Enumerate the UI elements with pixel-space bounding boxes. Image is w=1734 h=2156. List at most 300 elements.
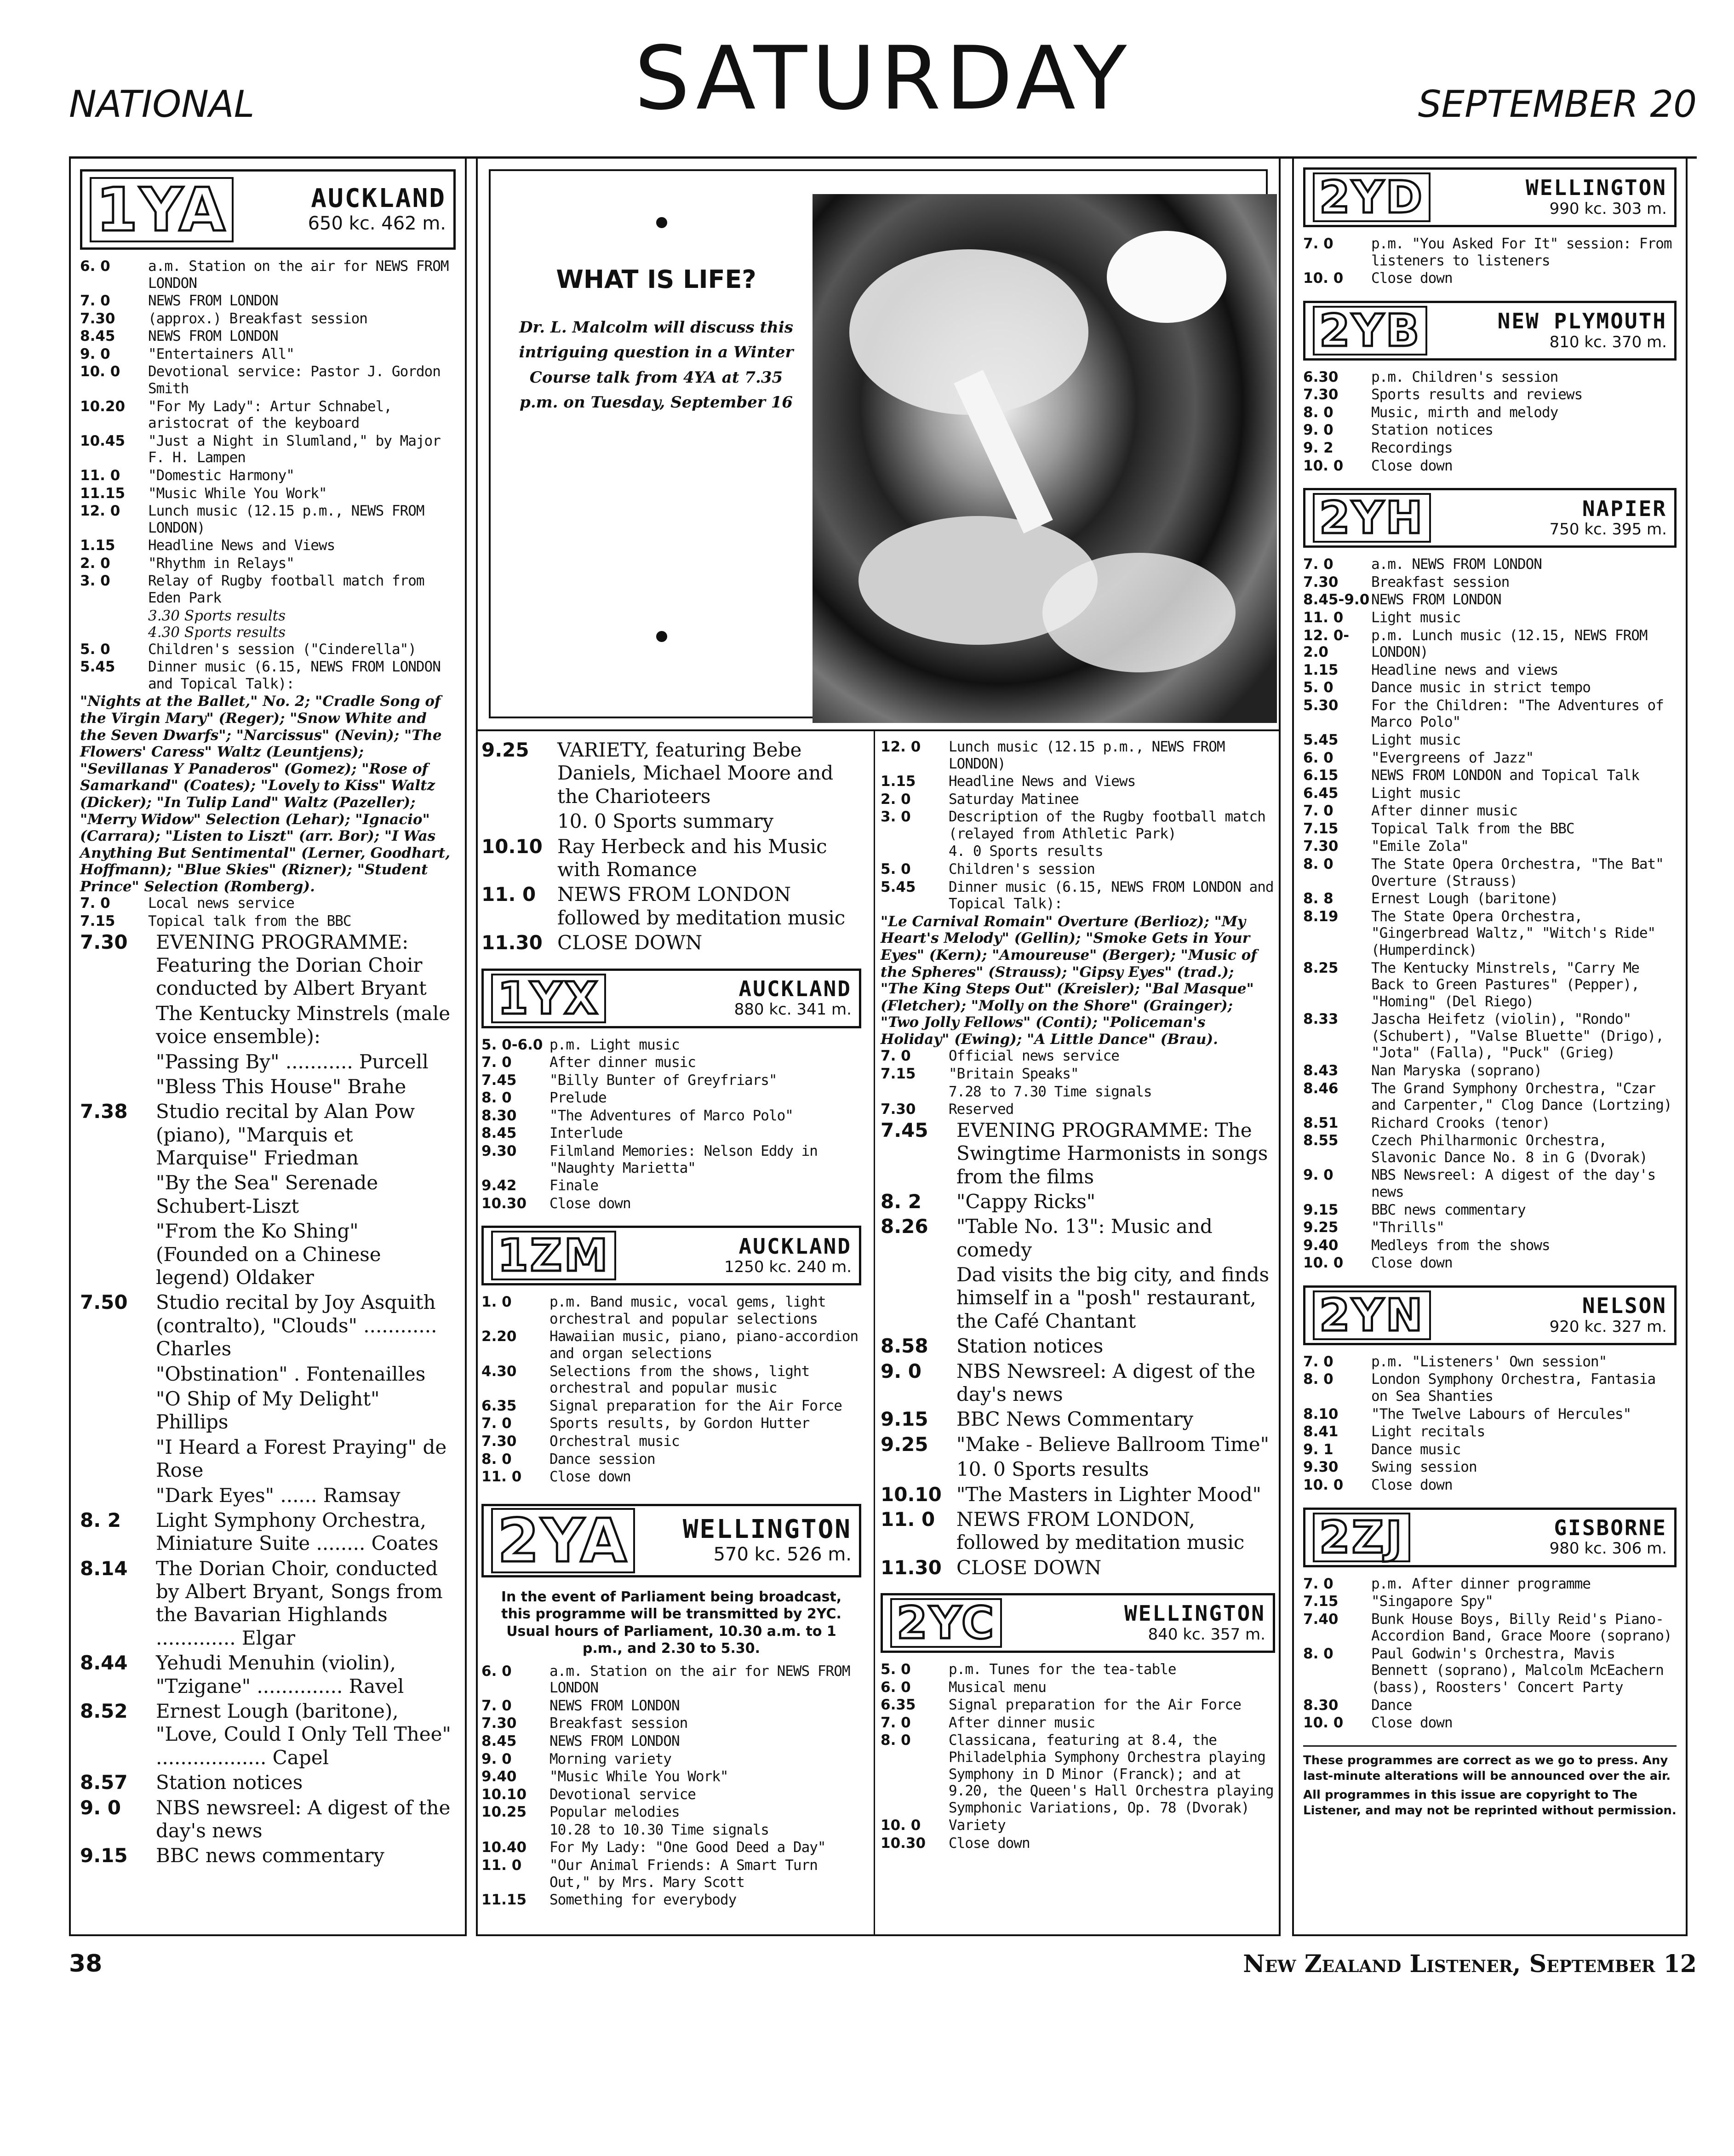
listing-description: NBS newsreel: A digest of the day's news <box>156 1796 451 1842</box>
listing-time: 9.25 <box>481 739 529 761</box>
listing-description: Devotional service: Pastor J. Gordon Smith <box>148 363 441 397</box>
listing-description: Hawaiian music, piano, piano-accordion and organ selections <box>549 1328 858 1362</box>
listing-time: 9. 0 <box>80 345 110 362</box>
listing-row <box>80 1363 456 1386</box>
station-header-2zj <box>1303 1508 1677 1567</box>
listing-time: 5.45 <box>80 659 115 676</box>
listing-2ya <box>481 1663 861 1909</box>
listing-row <box>1303 1011 1677 1061</box>
listing-time: 11.15 <box>481 1892 527 1909</box>
listing-description: Dad visits the big city, and finds himself in a "posh" restaurant, the Café Chantant <box>956 1263 1270 1332</box>
listing-time: 7.45 <box>481 1072 517 1089</box>
listing-description: For My Lady: "One Good Deed a Day" <box>549 1839 826 1856</box>
listing-time: 5. 0 <box>1303 679 1333 696</box>
listing-time: 11. 0 <box>481 883 536 906</box>
listing-row <box>80 1436 456 1482</box>
listing-description: "Obstination" . Fontenailles <box>156 1362 426 1385</box>
listing-description: "Emile Zola" <box>1371 838 1469 855</box>
listing-description: a.m. NEWS FROM LONDON <box>1371 556 1542 573</box>
listing-row <box>80 485 456 502</box>
listing-description: NEWS FROM LONDON and Topical Talk <box>1371 767 1639 784</box>
listing-time: 8.19 <box>1303 908 1339 925</box>
listing-time: 7.38 <box>80 1100 128 1123</box>
listing-row <box>1303 1406 1677 1423</box>
listing-time: 9.42 <box>481 1177 517 1194</box>
listing-row <box>481 1195 861 1212</box>
listing-description: p.m. After dinner programme <box>1371 1575 1591 1592</box>
listing-time <box>481 1822 549 1839</box>
listing-row <box>1303 440 1677 457</box>
listing-time: 8. 0 <box>481 1089 512 1107</box>
page-title: SATURDAY <box>634 28 1132 129</box>
station-call-sign: 1YA <box>90 177 234 242</box>
listing-time: 7.30 <box>1303 386 1339 403</box>
listing-time: 2. 0 <box>80 555 110 572</box>
listing-description: EVENING PROGRAMME: The Swingtime Harmonists in songs from the films <box>956 1118 1268 1188</box>
listing-description: Musical menu <box>949 1679 1046 1696</box>
listing-description: NEWS FROM LONDON, followed by meditation music <box>956 1508 1245 1554</box>
listing-time: 8.46 <box>1303 1080 1339 1097</box>
station-frequency: 980 kc. 306 m. <box>1549 1539 1667 1558</box>
listing-time: 1.15 <box>1303 661 1339 678</box>
column-4 <box>1292 156 1688 1936</box>
listing-row <box>881 1335 1275 1358</box>
listing-row <box>1303 820 1677 837</box>
station-header-2yh <box>1303 488 1677 548</box>
listing-description: Headline News and Views <box>949 773 1136 790</box>
station-header-2yn <box>1303 1285 1677 1345</box>
listing-row <box>481 1751 861 1768</box>
listing-time: 7.15 <box>1303 820 1339 837</box>
listing-description: Swing session <box>1371 1459 1477 1476</box>
listing-row <box>80 1509 456 1555</box>
listing-row <box>881 1732 1275 1816</box>
listing-time: 10.10 <box>881 1483 942 1506</box>
listing-description: Dance music in strict tempo <box>1371 679 1591 696</box>
listing-row <box>1303 1593 1677 1610</box>
listing-row <box>1303 1167 1677 1200</box>
listing-row <box>1303 1423 1677 1440</box>
listing-row <box>1303 1459 1677 1476</box>
listing-time <box>80 1171 156 1218</box>
listing-description: For the Children: "The Adventures of Marco Polo" <box>1371 697 1664 731</box>
listing-row <box>881 1817 1275 1834</box>
listing-row <box>80 1220 456 1289</box>
listing-description: VARIETY, featuring Bebe Daniels, Michael Moore and the Charioteers <box>557 739 834 808</box>
listing-description: "The Adventures of Marco Polo" <box>549 1107 793 1124</box>
listing-row <box>881 773 1275 790</box>
listing-description: NEWS FROM LONDON followed by meditation music <box>557 883 846 929</box>
listing-row <box>881 1433 1275 1456</box>
listing-description: After dinner music <box>549 1054 696 1071</box>
listing-row <box>1303 960 1677 1010</box>
listing-row <box>481 1328 861 1362</box>
listing-time: 9. 0 <box>1303 1167 1333 1184</box>
listing-row <box>80 1002 456 1049</box>
listing-row <box>881 1048 1275 1065</box>
listing-description: The Kentucky Minstrels, "Carry Me Back to Green Pastures" (Pepper), "Homing" (Del Riego) <box>1371 959 1639 1010</box>
listing-description: Station notices <box>156 1771 303 1794</box>
listing-2zj <box>1303 1576 1677 1732</box>
listing-time: 9. 0 <box>80 1796 121 1819</box>
listing-description: 10. 0 Sports results <box>956 1458 1149 1481</box>
listing-time: 7.15 <box>1303 1593 1339 1610</box>
listing-description: p.m. Lunch music (12.15, NEWS FROM LONDON) <box>1371 627 1648 661</box>
evening-programme-1ya <box>80 931 456 1868</box>
listing-row <box>881 1483 1275 1506</box>
station-city: GISBORNE <box>1554 1515 1667 1540</box>
listing-time: 6.35 <box>881 1697 916 1714</box>
listing-time: 9.30 <box>1303 1459 1339 1476</box>
listing-time: 7. 0 <box>1303 1575 1333 1592</box>
listing-row <box>80 1388 456 1434</box>
listing-time: 6. 0 <box>481 1663 512 1680</box>
listing-description: Close down <box>549 1195 631 1212</box>
listing-2yc <box>881 1661 1275 1852</box>
listing-description: Signal preparation for the Air Force <box>949 1697 1241 1714</box>
listing-description: "Dark Eyes" ...... Ramsay <box>156 1484 401 1507</box>
listing-row <box>481 1892 861 1909</box>
listing-row <box>481 1857 861 1891</box>
listing-description: "Thrills" <box>1371 1219 1444 1236</box>
listing-row <box>481 1089 861 1107</box>
listing-time: 8. 0 <box>881 1732 911 1749</box>
listing-row <box>481 1786 861 1803</box>
listing-description: Czech Philharmonic Orchestra, Slavonic Dance No. 8 in G (Dvorak) <box>1371 1132 1648 1166</box>
listing-time <box>80 1484 156 1507</box>
listing-time: 1.15 <box>80 537 115 554</box>
listing-time: 10.10 <box>481 835 543 858</box>
station-header-2yb <box>1303 301 1677 361</box>
listing-time: 8.43 <box>1303 1062 1339 1079</box>
station-city: WELLINGTON <box>682 1514 852 1544</box>
listing-time: 11.30 <box>481 931 543 954</box>
listing-time: 8.45 <box>80 328 115 345</box>
listing-description: Breakfast session <box>1371 573 1510 591</box>
listing-row <box>1303 1237 1677 1254</box>
listing-description: Selections from the shows, light orchestral and popular music <box>549 1363 810 1397</box>
listing-row <box>80 659 456 692</box>
listing-description: Lunch music (12.15 p.m., NEWS FROM LONDON) <box>148 503 424 536</box>
listing-2yb <box>1303 369 1677 474</box>
listing-row <box>481 739 861 808</box>
station-call-sign: 2ZJ <box>1313 1513 1410 1562</box>
listing-time: 10.30 <box>881 1835 926 1852</box>
listing-row <box>1303 458 1677 475</box>
listing-description: EVENING PROGRAMME: Featuring the Dorian Choir conducted by Albert Bryant <box>156 930 427 1000</box>
listing-description: p.m. Children's session <box>1371 368 1558 385</box>
listing-row <box>80 1796 456 1843</box>
listing-description: Light Symphony Orchestra, Miniature Suite ........ Coates <box>156 1508 439 1555</box>
listing-description: Light recitals <box>1371 1423 1485 1440</box>
listing-time: 3. 0 <box>881 808 911 826</box>
listing-time: 8.10 <box>1303 1405 1339 1422</box>
listing-time: 7.30 <box>881 1101 916 1118</box>
listing-time: 8. 8 <box>1303 890 1333 907</box>
listing-row <box>1303 1441 1677 1458</box>
listing-description: a.m. Station on the air for NEWS FROM LONDON <box>148 258 449 292</box>
listing-time: 8. 0 <box>1303 856 1333 873</box>
listing-description: 10.28 to 10.30 Time signals <box>549 1821 769 1838</box>
listing-description: The Kentucky Minstrels (male voice ensemble): <box>156 1002 451 1048</box>
section-label: NATIONAL <box>69 83 255 126</box>
promo-box <box>476 156 1281 731</box>
listing-row <box>481 1037 861 1054</box>
station-call-sign: 2YA <box>491 1508 635 1573</box>
column-1ya <box>69 156 467 1936</box>
listing-row <box>80 1700 456 1769</box>
listing-time: 6.45 <box>1303 785 1339 802</box>
listing-time: 7.45 <box>881 1118 928 1141</box>
listing-time: 7. 0 <box>1303 1353 1333 1370</box>
station-header-2yc <box>881 1593 1275 1653</box>
promo-title: WHAT IS LIFE? <box>556 265 756 294</box>
listing-time: 9.40 <box>1303 1237 1339 1254</box>
listing-row <box>80 537 456 554</box>
listing-time: 7.50 <box>80 1291 128 1314</box>
listing-row <box>80 1100 456 1170</box>
listing-description: "Cappy Ricks" <box>956 1190 1096 1213</box>
listing-row <box>1303 890 1677 907</box>
listing-description: Yehudi Menuhin (violin), "Tzigane" .............. Ravel <box>156 1651 404 1697</box>
listing-row <box>1303 732 1677 749</box>
listing-row <box>481 1715 861 1732</box>
listing-row <box>881 1215 1275 1261</box>
listing-time: 9. 1 <box>1303 1441 1333 1458</box>
listing-time: 8. 0 <box>1303 1645 1333 1662</box>
listing-time: 6. 0 <box>1303 749 1333 766</box>
listing-row <box>881 1835 1275 1852</box>
listing-description: CLOSE DOWN <box>557 931 703 954</box>
listing-time: 9. 0 <box>481 1750 512 1767</box>
listing-description: (approx.) Breakfast session <box>148 310 367 327</box>
listing-row <box>1303 1080 1677 1114</box>
listing-time: 2.20 <box>481 1328 517 1345</box>
listing-time: 7.30 <box>481 1433 517 1450</box>
listing-description: Prelude <box>549 1089 607 1107</box>
listing-description: p.m. Band music, vocal gems, light orchestral and popular selections <box>549 1294 826 1327</box>
listing-time: 8.52 <box>80 1700 128 1723</box>
listing-row <box>881 739 1275 772</box>
listing-row <box>481 810 861 833</box>
listing-row <box>1303 1714 1677 1732</box>
listing-time: 11. 0 <box>80 467 120 484</box>
listing-row <box>481 835 861 882</box>
listing-time: 8.44 <box>80 1651 128 1674</box>
listing-row <box>881 843 1275 860</box>
listing-time: 7.30 <box>1303 573 1339 591</box>
listing-row <box>881 808 1275 842</box>
station-frequency: 810 kc. 370 m. <box>1549 333 1667 351</box>
listing-row <box>881 1101 1275 1118</box>
listing-description: Recordings <box>1371 440 1453 457</box>
listing-1ya <box>80 258 456 607</box>
listing-row <box>481 1143 861 1176</box>
station-city: NELSON <box>1582 1293 1667 1319</box>
listing-description: Relay of Rugby football match from Eden Park <box>148 573 424 606</box>
listing-time: 10.30 <box>481 1195 527 1212</box>
listing-time: 9.15 <box>1303 1201 1339 1218</box>
listing-time: 7.40 <box>1303 1611 1339 1628</box>
station-city: AUCKLAND <box>738 976 852 1001</box>
listing-time: 5.30 <box>1303 697 1339 714</box>
listing-time: 12. 0 <box>80 503 120 520</box>
listing-time: 9.25 <box>881 1433 928 1456</box>
listing-2yh <box>1303 556 1677 1272</box>
station-frequency: 570 kc. 526 m. <box>713 1544 852 1565</box>
listing-row <box>1303 1576 1677 1593</box>
listing-time: 10.10 <box>481 1786 527 1803</box>
listing-row <box>1303 1219 1677 1236</box>
listing-time: 7.30 <box>80 310 115 327</box>
listing-description: Headline News and Views <box>148 537 335 554</box>
listing-time: 8. 0 <box>481 1451 512 1468</box>
listing-description: "Bless This House" Brahe <box>156 1075 406 1098</box>
listing-time: 8. 2 <box>881 1190 922 1213</box>
listing-row <box>1303 1477 1677 1494</box>
listing-time: 7.30 <box>481 1715 517 1732</box>
listing-row <box>80 503 456 536</box>
listing-description: Close down <box>1371 1476 1453 1493</box>
listing-2ya-afternoon <box>881 739 1275 912</box>
listing-row <box>80 895 456 912</box>
listing-time: 10. 0 <box>1303 1476 1344 1493</box>
promo-text <box>518 263 794 415</box>
listing-row <box>1303 235 1677 269</box>
listing-2yn <box>1303 1353 1677 1494</box>
listing-time: 8.26 <box>881 1215 928 1238</box>
listing-description: Reserved <box>949 1101 1014 1118</box>
listing-description: CLOSE DOWN <box>956 1556 1102 1579</box>
listing-row <box>1303 767 1677 784</box>
listing-description: Sports results, by Gordon Hutter <box>549 1415 810 1432</box>
listing-row <box>881 861 1275 878</box>
listing-description: Close down <box>949 1835 1030 1852</box>
listing-time <box>881 1084 949 1101</box>
listing-time: 8. 2 <box>80 1508 121 1531</box>
listing-time: 8.14 <box>80 1557 128 1580</box>
listing-row <box>481 1398 861 1415</box>
listing-row <box>1303 422 1677 439</box>
listing-time: 7.30 <box>80 930 128 953</box>
listing-time: 8.45 <box>481 1125 517 1142</box>
dinner-music-list: "Nights at the Ballet," No. 2; "Cradle Song of the Virgin Mary" (Reger); "Snow White and the Seven Dwarfs"; "Narcissus" (Nevin); "The Flowers' Caress" Waltz (Leuntjens); "Sevillanas Y Panaderos" (Gomez); "Rose of Samarkand" (Coates); "Lovely to Kiss" Waltz (Dicker); "In Tulip Land" Waltz (Pazeller); "Merry Widow" Selection (Lehar); "Ignacio" (Carrara); "Listen to Liszt" (arr. Bor); "I Was Anything But Sentimental" (Lerner, Goodhart, Hoffmann); "Blue Skies" (Rizner); "Student Prince" Selection (Romberg). <box>80 693 451 895</box>
station-city: NAPIER <box>1582 496 1667 521</box>
listing-description: Interlude <box>549 1125 623 1142</box>
listing-row <box>1303 369 1677 386</box>
listing-description: Close down <box>1371 270 1453 287</box>
listing-row <box>1303 785 1677 802</box>
listing-description: After dinner music <box>949 1714 1095 1731</box>
listing-description: 7.28 to 7.30 Time signals <box>949 1083 1152 1100</box>
station-frequency: 750 kc. 395 m. <box>1549 520 1667 539</box>
listing-time: 9.40 <box>481 1768 517 1785</box>
listing-description: The State Opera Orchestra, "The Bat" Overture (Strauss) <box>1371 856 1664 889</box>
listing-1zm <box>481 1294 861 1485</box>
station-city: NEW PLYMOUTH <box>1497 309 1667 334</box>
listing-time: 8.41 <box>1303 1423 1339 1440</box>
column-3 <box>874 731 1281 1936</box>
listing-description: NBS Newsreel: A digest of the day's news <box>956 1359 1256 1406</box>
listing-subnote: 4.30 Sports results <box>148 624 286 641</box>
listing-description: Paul Godwin's Orchestra, Mavis Bennett (soprano), Malcolm McEachern (bass), Roosters' Concert Party <box>1371 1645 1664 1696</box>
listing-row <box>881 1556 1275 1579</box>
listing-row <box>1303 1202 1677 1219</box>
listing-description: "O Ship of My Delight" Phillips <box>156 1387 380 1434</box>
promo-description: Dr. L. Malcolm will discuss this intriguing question in a Winter Course talk from 4YA at 7.35 p.m. on Tuesday, September 16 <box>519 318 794 412</box>
listing-row <box>80 467 456 484</box>
station-frequency: 1250 kc. 240 m. <box>724 1258 852 1277</box>
listing-description: Breakfast session <box>549 1715 688 1732</box>
listing-row <box>80 641 456 658</box>
listing-time: 7.15 <box>80 912 115 929</box>
listing-row <box>80 310 456 327</box>
listing-description: "For My Lady": Artur Schnabel, aristocrat of the keyboard <box>148 398 392 432</box>
listing-description: "Entertainers All" <box>148 345 294 362</box>
listing-row <box>80 913 456 930</box>
microscope-photo <box>813 194 1277 723</box>
listing-time <box>80 1002 156 1049</box>
listing-row <box>80 555 456 572</box>
listing-description: "I Heard a Forest Praying" de Rose <box>156 1435 447 1482</box>
listing-description: Richard Crooks (tenor) <box>1371 1114 1550 1131</box>
station-city: AUCKLAND <box>738 1233 852 1259</box>
listing-description: Children's session <box>949 861 1095 878</box>
listing-row <box>1303 1371 1677 1405</box>
listing-description: p.m. "You Asked For It" session: From listeners to listeners <box>1371 235 1672 269</box>
listing-description: "Our Animal Friends: A Smart Turn Out," by Mrs. Mary Scott <box>549 1857 818 1891</box>
listing-2ya-evening <box>881 1048 1275 1118</box>
listing-time: 11. 0 <box>881 1508 935 1531</box>
listing-description: "Make - Believe Ballroom Time" <box>956 1433 1269 1456</box>
listing-row <box>1303 750 1677 767</box>
listing-time: 5. 0-6.0 <box>481 1036 543 1053</box>
column-2 <box>476 731 867 1936</box>
listing-time: 8.57 <box>80 1771 128 1794</box>
listing-row <box>1303 404 1677 421</box>
listing-row <box>1303 1255 1677 1272</box>
listing-row <box>80 1050 456 1073</box>
listing-time <box>80 1075 156 1098</box>
listing-time: 2. 0 <box>881 791 911 808</box>
listing-time: 8.45 <box>481 1732 517 1749</box>
listing-row <box>80 1651 456 1698</box>
listing-time: 10.45 <box>80 432 126 449</box>
listing-time: 5. 0 <box>881 1661 911 1678</box>
listing-description: Children's session ("Cinderella") <box>148 641 416 658</box>
listing-time: 7. 0 <box>481 1054 512 1071</box>
listing-description: BBC News Commentary <box>956 1408 1194 1431</box>
listing-row <box>80 328 456 345</box>
listing-row <box>1303 609 1677 626</box>
listing-description: Ernest Lough (baritone), "Love, Could I Only Tell Thee" .................. Capel <box>156 1700 451 1769</box>
listing-row <box>1303 838 1677 855</box>
bullet-dot <box>656 217 667 228</box>
listing-description: p.m. Light music <box>549 1036 680 1053</box>
listing-time: 7.30 <box>1303 838 1339 855</box>
dinner-music-list: "Le Carnival Romain" Overture (Berlioz); "My Heart's Melody" (Gellin); "Smoke Gets in Your Eyes" (Kern); "Amoureuse" (Berger); "Music of the Spheres" (Strauss); "Gipsy Eyes" (trad.); "The King Steps Out" (Kreisler); "Bal Masque" (Fletcher); "Molly on the Shore" (Grainger); "Two Jolly Fellows" (Conti); "Policeman's Holiday" (Ewing); "A Little Dance" (Brau). <box>881 913 1257 1048</box>
footnote-box <box>1303 1745 1677 1819</box>
listing-row <box>481 1107 861 1124</box>
listing-description: Filmland Memories: Nelson Eddy in "Naughty Marietta" <box>549 1142 818 1176</box>
listing-description: "Music While You Work" <box>549 1768 728 1785</box>
listing-description: Medleys from the shows <box>1371 1237 1550 1254</box>
listing-row <box>481 1839 861 1856</box>
listing-description: "Rhythm in Relays" <box>148 555 294 572</box>
listing-row <box>80 258 456 292</box>
listing-time: 7. 0 <box>1303 235 1333 252</box>
listing-description: Local news service <box>148 895 294 912</box>
